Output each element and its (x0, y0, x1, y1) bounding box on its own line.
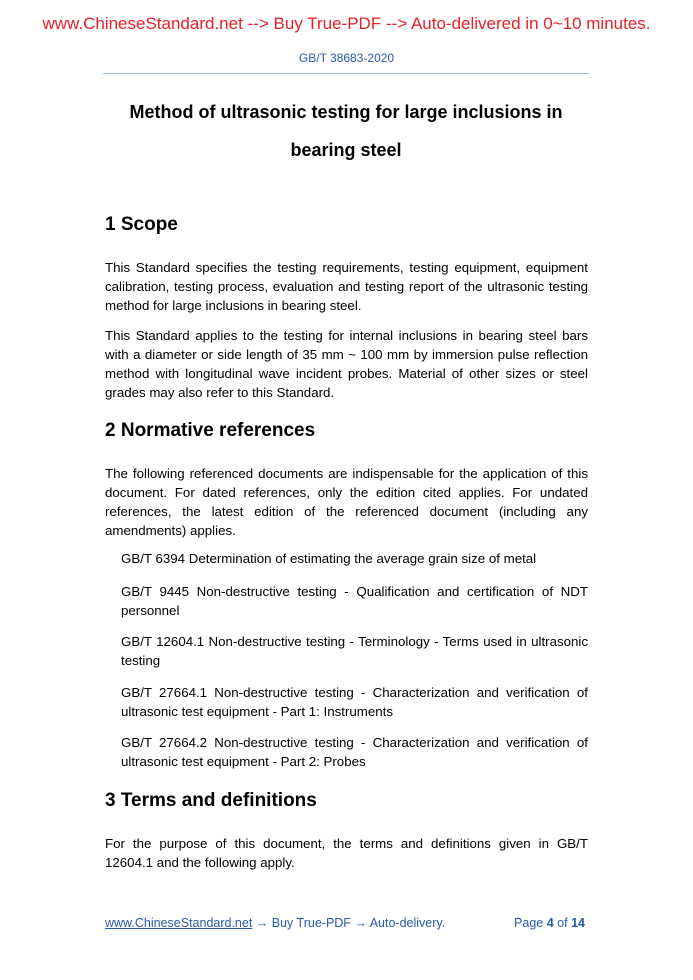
header-divider (103, 73, 589, 74)
scope-paragraph-1: This Standard specifies the testing requirements, testing equipment, equipment calibration, testing process, evaluation and testing report of the ultrasonic testing method for large inclusions in bearing steel. (105, 260, 588, 313)
current-page-number: 4 (546, 916, 554, 930)
reference-item: GB/T 9445 Non-destructive testing - Qualification and certification of NDT personnel (121, 584, 588, 618)
footer-site-link[interactable]: www.ChineseStandard.net (105, 916, 253, 930)
title-line-2: bearing steel (290, 140, 402, 160)
document-title (100, 93, 592, 169)
standard-code-header: GB/T 38683-2020 (298, 51, 395, 65)
section-heading-normative-references: 2 Normative references (105, 420, 316, 441)
page-label: Page (514, 916, 544, 930)
footer-promo-text: → Buy True-PDF → Auto-delivery. (252, 916, 446, 930)
footer-promo (105, 916, 445, 930)
section-heading-terms-and-definitions: 3 Terms and definitions (105, 790, 317, 811)
scope-paragraph-2: This Standard applies to the testing for internal inclusions in bearing steel bars with a diameter or side length of 35 mm ~ 100 mm by immersion pulse reflection method with longitudinal wave incident probes. Material of other sizes or steel grades may also refer to this Standard. (105, 328, 588, 400)
total-page-count: 14 (571, 916, 585, 930)
terms-paragraph-1: For the purpose of this document, the terms and definitions given in GB/T 12604.1 and the following apply. (105, 836, 588, 870)
page-indicator (514, 916, 585, 930)
reference-item: GB/T 27664.1 Non-destructive testing - Characterization and verification of ultrasonic test equipment - Part 1: Instruments (121, 685, 588, 719)
reference-item: GB/T 12604.1 Non-destructive testing - Terminology - Terms used in ultrasonic testing (121, 634, 588, 668)
of-label: of (557, 916, 568, 930)
normative-intro-paragraph: The following referenced documents are indispensable for the application of this document. For dated references, only the edition cited applies. For undated references, the latest edition of the referenced document (including any amendments) applies. (105, 466, 588, 538)
section-heading-scope: 1 Scope (105, 214, 178, 235)
promo-banner[interactable]: www.ChineseStandard.net --> Buy True-PDF --> Auto-delivered in 0~10 minutes. (42, 14, 651, 33)
reference-item: GB/T 27664.2 Non-destructive testing - Characterization and verification of ultrasonic test equipment - Part 2: Probes (121, 735, 588, 769)
title-line-1: Method of ultrasonic testing for large inclusions in (129, 102, 563, 122)
reference-item: GB/T 6394 Determination of estimating the average grain size of metal (121, 551, 537, 566)
